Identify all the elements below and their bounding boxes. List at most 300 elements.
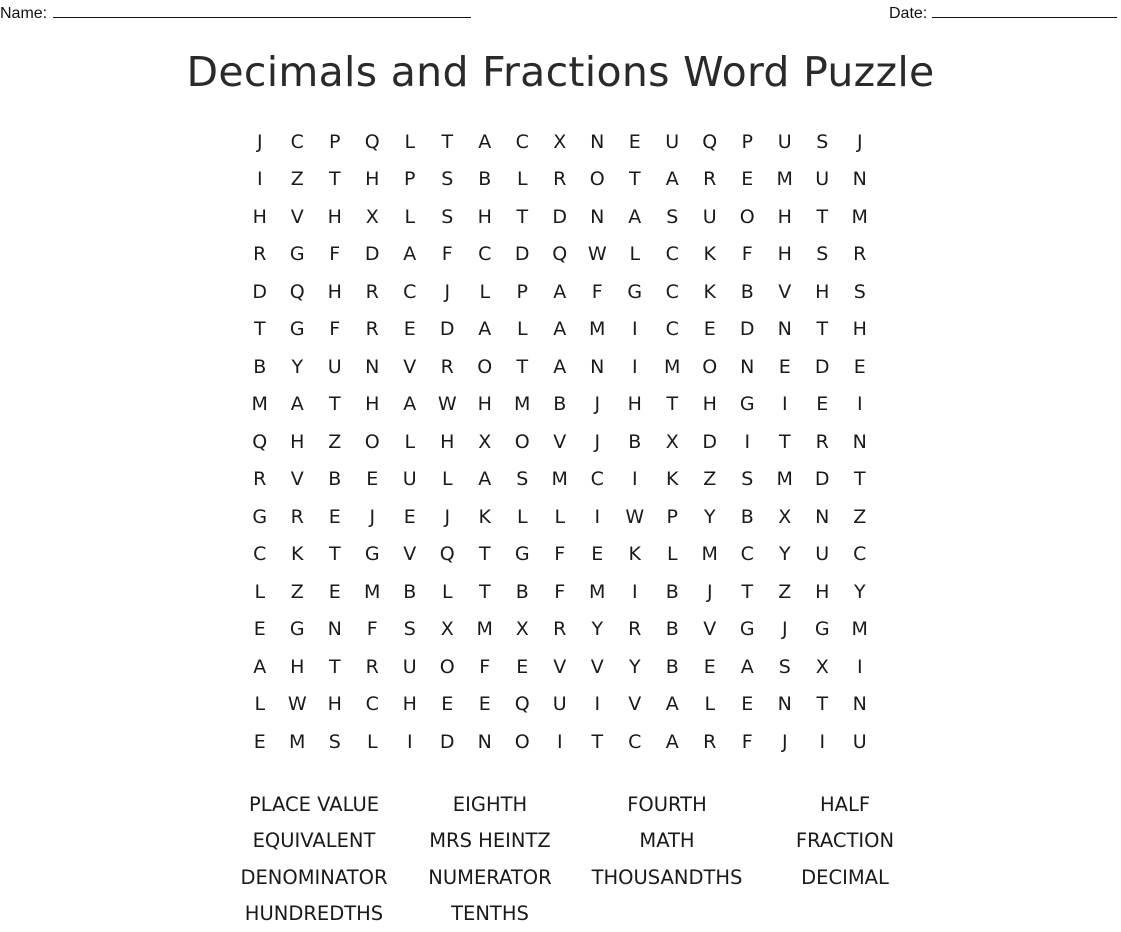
grid-letter[interactable]: I [856, 655, 863, 678]
grid-letter[interactable]: R [253, 468, 267, 491]
grid-letter[interactable]: R [628, 618, 642, 641]
grid-letter[interactable]: B [665, 618, 679, 641]
grid-letter[interactable]: G [814, 618, 830, 641]
grid-letter[interactable]: N [590, 130, 605, 153]
grid-letter[interactable]: B [328, 468, 342, 491]
grid-letter[interactable]: M [514, 393, 531, 416]
grid-letter[interactable]: T [253, 318, 266, 341]
grid-letter[interactable]: D [552, 205, 568, 228]
grid-letter[interactable]: L [441, 580, 453, 603]
grid-letter[interactable]: J [444, 280, 451, 303]
word-bank-item: DECIMAL [801, 865, 889, 889]
grid-letter[interactable]: L [516, 505, 528, 528]
grid-letter[interactable]: Z [290, 580, 304, 603]
grid-letter[interactable]: H [477, 393, 492, 416]
grid-letter[interactable]: V [553, 430, 567, 453]
grid-letter[interactable]: H [290, 430, 305, 453]
grid-letter[interactable]: F [329, 243, 341, 266]
grid-letter[interactable]: A [665, 693, 679, 716]
grid-letter[interactable]: A [553, 355, 567, 378]
grid-letter[interactable]: L [704, 693, 716, 716]
grid-letter[interactable]: Q [252, 430, 268, 453]
grid-letter[interactable]: M [289, 730, 306, 753]
grid-letter[interactable]: F [741, 243, 753, 266]
grid-letter[interactable]: Y [853, 580, 866, 603]
grid-letter[interactable]: T [628, 168, 641, 191]
grid-letter[interactable]: S [328, 730, 341, 753]
grid-letter[interactable]: N [852, 693, 867, 716]
grid-letter[interactable]: U [402, 655, 417, 678]
grid-letter[interactable]: U [852, 730, 867, 753]
grid-letter[interactable]: F [366, 618, 378, 641]
grid-letter[interactable]: D [252, 280, 268, 303]
grid-letter[interactable]: L [254, 580, 266, 603]
grid-letter[interactable]: M [364, 580, 381, 603]
grid-letter[interactable]: Z [328, 430, 342, 453]
grid-letter[interactable]: M [851, 205, 868, 228]
grid-letter[interactable]: O [589, 168, 605, 191]
grid-letter[interactable]: A [553, 318, 567, 341]
grid-letter[interactable]: F [554, 543, 566, 566]
grid-letter[interactable]: M [851, 618, 868, 641]
grid-letter[interactable]: N [365, 355, 380, 378]
grid-letter[interactable]: B [478, 168, 492, 191]
grid-letter[interactable]: G [289, 318, 305, 341]
grid-letter[interactable]: T [328, 543, 341, 566]
grid-letter[interactable]: H [852, 318, 867, 341]
grid-letter[interactable]: P [329, 130, 341, 153]
grid-letter[interactable]: E [628, 130, 641, 153]
grid-letter[interactable]: H [627, 393, 642, 416]
grid-letter[interactable]: V [553, 655, 567, 678]
grid-letter[interactable]: T [816, 205, 829, 228]
grid-letter[interactable]: C [403, 280, 417, 303]
grid-letter[interactable]: D [439, 318, 455, 341]
grid-letter[interactable]: F [741, 730, 753, 753]
grid-letter[interactable]: I [856, 393, 863, 416]
grid-letter[interactable]: F [441, 243, 453, 266]
grid-letter[interactable]: I [631, 468, 638, 491]
grid-letter[interactable]: E [778, 355, 791, 378]
grid-letter[interactable]: G [739, 618, 755, 641]
grid-letter[interactable]: F [591, 280, 603, 303]
grid-letter[interactable]: N [852, 430, 867, 453]
grid-letter[interactable]: Q [364, 130, 380, 153]
grid-letter[interactable]: M [701, 543, 718, 566]
grid-letter[interactable]: N [777, 318, 792, 341]
name-blank-line[interactable] [53, 3, 471, 18]
grid-letter[interactable]: V [590, 655, 604, 678]
grid-letter[interactable]: U [777, 130, 792, 153]
grid-letter[interactable]: R [703, 730, 717, 753]
grid-letter[interactable]: B [740, 280, 754, 303]
grid-letter[interactable]: J [781, 730, 788, 753]
grid-letter[interactable]: B [628, 430, 642, 453]
grid-letter[interactable]: M [476, 618, 493, 641]
grid-letter[interactable]: C [665, 243, 679, 266]
grid-letter[interactable]: S [778, 655, 791, 678]
grid-letter[interactable]: C [515, 130, 529, 153]
grid-letter[interactable]: X [440, 618, 454, 641]
grid-letter[interactable]: N [852, 168, 867, 191]
grid-letter[interactable]: G [289, 243, 305, 266]
grid-letter[interactable]: I [406, 730, 413, 753]
grid-letter[interactable]: R [553, 168, 567, 191]
grid-letter[interactable]: O [364, 430, 380, 453]
grid-letter[interactable]: E [741, 168, 754, 191]
grid-letter[interactable]: Z [290, 168, 304, 191]
grid-letter[interactable]: I [556, 730, 563, 753]
grid-letter[interactable]: R [815, 430, 829, 453]
grid-letter[interactable]: R [365, 280, 379, 303]
grid-letter[interactable]: T [666, 393, 679, 416]
grid-letter[interactable]: Z [778, 580, 792, 603]
grid-letter[interactable]: G [627, 280, 643, 303]
grid-letter[interactable]: O [514, 730, 530, 753]
grid-letter[interactable]: H [365, 393, 380, 416]
grid-letter[interactable]: X [515, 618, 529, 641]
grid-letter[interactable]: W [625, 505, 645, 528]
grid-letter[interactable]: S [853, 280, 866, 303]
grid-letter[interactable]: H [440, 430, 455, 453]
grid-letter[interactable]: Q [439, 543, 455, 566]
grid-letter[interactable]: V [403, 355, 417, 378]
grid-letter[interactable]: A [403, 243, 417, 266]
grid-letter[interactable]: L [554, 505, 566, 528]
grid-letter[interactable]: T [516, 355, 529, 378]
grid-letter[interactable]: C [665, 280, 679, 303]
date-blank-line[interactable] [932, 3, 1117, 18]
grid-letter[interactable]: H [815, 580, 830, 603]
grid-letter[interactable]: B [665, 580, 679, 603]
grid-letter[interactable]: L [629, 243, 641, 266]
grid-letter[interactable]: H [815, 280, 830, 303]
grid-letter[interactable]: V [290, 205, 304, 228]
grid-letter[interactable]: G [289, 618, 305, 641]
grid-letter[interactable]: E [366, 468, 379, 491]
grid-letter[interactable]: R [440, 355, 454, 378]
grid-letter[interactable]: V [703, 618, 717, 641]
grid-letter[interactable]: J [856, 130, 863, 153]
grid-letter[interactable]: E [853, 355, 866, 378]
word-bank-item: PLACE VALUE [248, 793, 380, 816]
grid-letter[interactable]: P [666, 505, 678, 528]
grid-letter[interactable]: J [594, 393, 601, 416]
grid-letter[interactable]: T [816, 693, 829, 716]
grid-letter[interactable]: L [254, 693, 266, 716]
grid-letter[interactable]: N [590, 355, 605, 378]
grid-letter[interactable]: Z [853, 505, 867, 528]
grid-letter[interactable]: C [853, 543, 867, 566]
grid-letter[interactable]: H [327, 280, 342, 303]
grid-letter[interactable]: U [665, 130, 680, 153]
grid-letter[interactable]: L [404, 205, 416, 228]
grid-letter[interactable]: A [740, 655, 754, 678]
grid-letter[interactable]: T [778, 430, 791, 453]
grid-letter[interactable]: I [594, 693, 601, 716]
grid-letter[interactable]: E [253, 618, 266, 641]
grid-letter[interactable]: Q [552, 243, 568, 266]
grid-letter[interactable]: D [514, 243, 530, 266]
grid-letter[interactable]: P [516, 280, 528, 303]
grid-letter[interactable]: C [740, 543, 754, 566]
grid-letter[interactable]: H [702, 393, 717, 416]
grid-letter[interactable]: U [702, 205, 717, 228]
grid-letter[interactable]: I [631, 580, 638, 603]
grid-letter[interactable]: C [365, 693, 379, 716]
grid-letter[interactable]: K [628, 543, 641, 566]
grid-letter[interactable]: T [853, 468, 866, 491]
grid-letter[interactable]: G [514, 543, 530, 566]
grid-letter[interactable]: R [365, 655, 379, 678]
grid-letter[interactable]: N [477, 730, 492, 753]
grid-letter[interactable]: B [403, 580, 417, 603]
grid-letter[interactable]: S [403, 618, 416, 641]
grid-letter[interactable]: Y [628, 655, 641, 678]
grid-letter[interactable]: B [665, 655, 679, 678]
grid-letter[interactable]: G [739, 393, 755, 416]
grid-letter[interactable]: I [594, 505, 601, 528]
grid-letter[interactable]: V [290, 468, 304, 491]
grid-letter[interactable]: S [816, 130, 829, 153]
grid-letter[interactable]: K [478, 505, 491, 528]
word-bank-item: EIGHTH [452, 793, 528, 816]
grid-letter[interactable]: H [402, 693, 417, 716]
grid-letter[interactable]: B [253, 355, 267, 378]
grid-letter[interactable]: L [441, 468, 453, 491]
grid-letter[interactable]: E [441, 693, 454, 716]
grid-letter[interactable]: Q [702, 130, 718, 153]
word-bank-item: TENTHS [451, 901, 529, 925]
grid-letter[interactable]: Y [291, 355, 304, 378]
grid-letter[interactable]: A [628, 205, 642, 228]
grid-letter[interactable]: E [403, 318, 416, 341]
grid-letter[interactable]: F [554, 580, 566, 603]
grid-letter[interactable]: N [740, 355, 755, 378]
grid-letter[interactable]: T [328, 393, 341, 416]
grid-letter[interactable]: U [552, 693, 567, 716]
grid-letter[interactable]: U [402, 468, 417, 491]
name-field[interactable] [0, 3, 471, 23]
grid-letter[interactable]: L [516, 168, 528, 191]
grid-letter[interactable]: I [631, 355, 638, 378]
grid-letter[interactable]: P [404, 168, 416, 191]
grid-letter[interactable]: X [778, 505, 792, 528]
grid-letter[interactable]: K [703, 243, 716, 266]
grid-letter[interactable]: C [590, 468, 604, 491]
grid-letter[interactable]: E [516, 655, 529, 678]
grid-letter[interactable]: I [744, 430, 751, 453]
grid-letter[interactable]: L [516, 318, 528, 341]
grid-letter[interactable]: A [665, 730, 679, 753]
grid-letter[interactable]: M [776, 468, 793, 491]
grid-letter[interactable]: E [591, 543, 604, 566]
grid-letter[interactable]: B [515, 580, 529, 603]
grid-letter[interactable]: E [328, 580, 341, 603]
grid-letter[interactable]: T [441, 130, 454, 153]
grid-letter[interactable]: R [553, 618, 567, 641]
grid-letter[interactable]: E [703, 318, 716, 341]
grid-letter[interactable]: R [853, 243, 867, 266]
grid-letter[interactable]: E [328, 505, 341, 528]
grid-letter[interactable]: S [741, 468, 754, 491]
grid-letter[interactable]: E [478, 693, 491, 716]
grid-letter[interactable]: M [664, 355, 681, 378]
grid-letter[interactable]: E [741, 693, 754, 716]
grid-letter[interactable]: C [253, 543, 267, 566]
date-field[interactable] [889, 3, 1117, 23]
grid-letter[interactable]: W [437, 393, 457, 416]
grid-letter[interactable]: X [815, 655, 829, 678]
grid-letter[interactable]: C [665, 318, 679, 341]
grid-letter[interactable]: X [553, 130, 567, 153]
grid-letter[interactable]: A [553, 280, 567, 303]
grid-letter[interactable]: H [252, 205, 267, 228]
grid-letter[interactable]: B [553, 393, 567, 416]
grid-letter[interactable]: K [703, 280, 716, 303]
grid-letter[interactable]: K [291, 543, 304, 566]
grid-letter[interactable]: M [589, 580, 606, 603]
grid-letter[interactable]: J [369, 505, 376, 528]
grid-letter[interactable]: S [441, 168, 454, 191]
grid-letter[interactable]: I [781, 393, 788, 416]
grid-letter[interactable]: F [329, 318, 341, 341]
grid-letter[interactable]: E [703, 655, 716, 678]
grid-letter[interactable]: O [477, 355, 493, 378]
grid-letter[interactable]: D [814, 355, 830, 378]
grid-letter[interactable]: A [665, 168, 679, 191]
grid-letter[interactable]: S [816, 243, 829, 266]
grid-letter[interactable]: V [628, 693, 642, 716]
grid-letter[interactable]: J [256, 130, 263, 153]
grid-letter[interactable]: S [441, 205, 454, 228]
grid-letter[interactable]: X [365, 205, 379, 228]
grid-letter[interactable]: A [478, 130, 492, 153]
grid-letter[interactable]: O [702, 355, 718, 378]
grid-letter[interactable]: C [478, 243, 492, 266]
word-bank [226, 787, 934, 932]
grid-letter[interactable]: W [587, 243, 607, 266]
grid-letter[interactable]: A [290, 393, 304, 416]
grid-letter[interactable]: V [403, 543, 417, 566]
grid-letter[interactable]: Z [703, 468, 717, 491]
grid-letter[interactable]: U [815, 168, 830, 191]
grid-letter[interactable]: D [814, 468, 830, 491]
grid-letter[interactable]: T [478, 543, 491, 566]
grid-letter[interactable]: G [252, 505, 268, 528]
grid-letter[interactable]: L [404, 130, 416, 153]
grid-letter[interactable]: Y [591, 618, 604, 641]
grid-letter[interactable]: D [364, 243, 380, 266]
grid-letter[interactable]: C [290, 130, 304, 153]
grid-letter[interactable]: H [290, 655, 305, 678]
grid-letter[interactable]: L [666, 543, 678, 566]
grid-letter[interactable]: J [781, 618, 788, 641]
grid-letter[interactable]: T [328, 655, 341, 678]
grid-letter[interactable]: T [591, 730, 604, 753]
grid-letter[interactable]: Q [289, 280, 305, 303]
grid-letter[interactable]: U [327, 355, 342, 378]
grid-letter[interactable]: M [589, 318, 606, 341]
grid-letter[interactable]: T [741, 580, 754, 603]
grid-letter[interactable]: X [478, 430, 492, 453]
grid-letter[interactable]: T [816, 318, 829, 341]
grid-letter[interactable]: O [739, 205, 755, 228]
grid-letter[interactable]: B [740, 505, 754, 528]
grid-letter[interactable]: T [478, 580, 491, 603]
grid-letter[interactable]: J [594, 430, 601, 453]
grid-letter[interactable]: S [666, 205, 679, 228]
grid-letter[interactable]: T [328, 168, 341, 191]
grid-letter[interactable]: A [253, 655, 267, 678]
grid-letter[interactable]: W [287, 693, 307, 716]
grid-letter[interactable]: V [778, 280, 792, 303]
grid-letter[interactable]: I [256, 168, 263, 191]
grid-letter[interactable]: M [251, 393, 268, 416]
grid-letter[interactable]: H [777, 205, 792, 228]
grid-letter[interactable]: X [665, 430, 679, 453]
grid-letter[interactable]: M [776, 168, 793, 191]
grid-letter[interactable]: O [514, 430, 530, 453]
grid-letter[interactable]: D [439, 730, 455, 753]
word-bank-item: NUMERATOR [428, 865, 552, 889]
grid-letter[interactable]: I [631, 318, 638, 341]
grid-letter[interactable]: T [516, 205, 529, 228]
grid-letter[interactable]: H [327, 693, 342, 716]
grid-letter[interactable]: H [327, 205, 342, 228]
grid-letter[interactable]: R [253, 243, 267, 266]
grid-letter[interactable]: L [366, 730, 378, 753]
grid-letter[interactable]: Y [778, 543, 791, 566]
grid-letter[interactable]: C [628, 730, 642, 753]
grid-letter[interactable]: A [403, 393, 417, 416]
grid-letter[interactable]: E [816, 393, 829, 416]
grid-letter[interactable]: N [590, 205, 605, 228]
grid-letter[interactable]: A [478, 318, 492, 341]
grid-letter[interactable]: Y [703, 505, 716, 528]
grid-letter[interactable]: J [706, 580, 713, 603]
grid-letter[interactable]: R [365, 318, 379, 341]
grid-letter[interactable]: Q [514, 693, 530, 716]
grid-letter[interactable]: S [516, 468, 529, 491]
grid-letter[interactable]: G [364, 543, 380, 566]
grid-letter[interactable]: M [551, 468, 568, 491]
grid-letter[interactable]: N [327, 618, 342, 641]
grid-letter[interactable]: O [439, 655, 455, 678]
grid-letter[interactable]: D [702, 430, 718, 453]
grid-letter[interactable]: K [666, 468, 679, 491]
grid-letter[interactable]: N [815, 505, 830, 528]
grid-letter[interactable]: D [739, 318, 755, 341]
grid-letter[interactable]: L [479, 280, 491, 303]
grid-letter[interactable]: P [741, 130, 753, 153]
grid-letter[interactable]: H [477, 205, 492, 228]
grid-letter[interactable]: J [444, 505, 451, 528]
grid-letter[interactable]: U [815, 543, 830, 566]
grid-letter[interactable]: I [819, 730, 826, 753]
word-bank-item: EQUIVALENT [252, 829, 376, 853]
grid-letter[interactable]: F [479, 655, 491, 678]
grid-letter[interactable]: L [404, 430, 416, 453]
grid-letter[interactable]: A [478, 468, 492, 491]
grid-letter[interactable]: R [290, 505, 304, 528]
grid-letter[interactable]: E [403, 505, 416, 528]
grid-letter[interactable]: R [703, 168, 717, 191]
grid-letter[interactable]: E [253, 730, 266, 753]
grid-letter[interactable]: N [777, 693, 792, 716]
grid-letter[interactable]: H [777, 243, 792, 266]
grid-letter[interactable]: H [365, 168, 380, 191]
